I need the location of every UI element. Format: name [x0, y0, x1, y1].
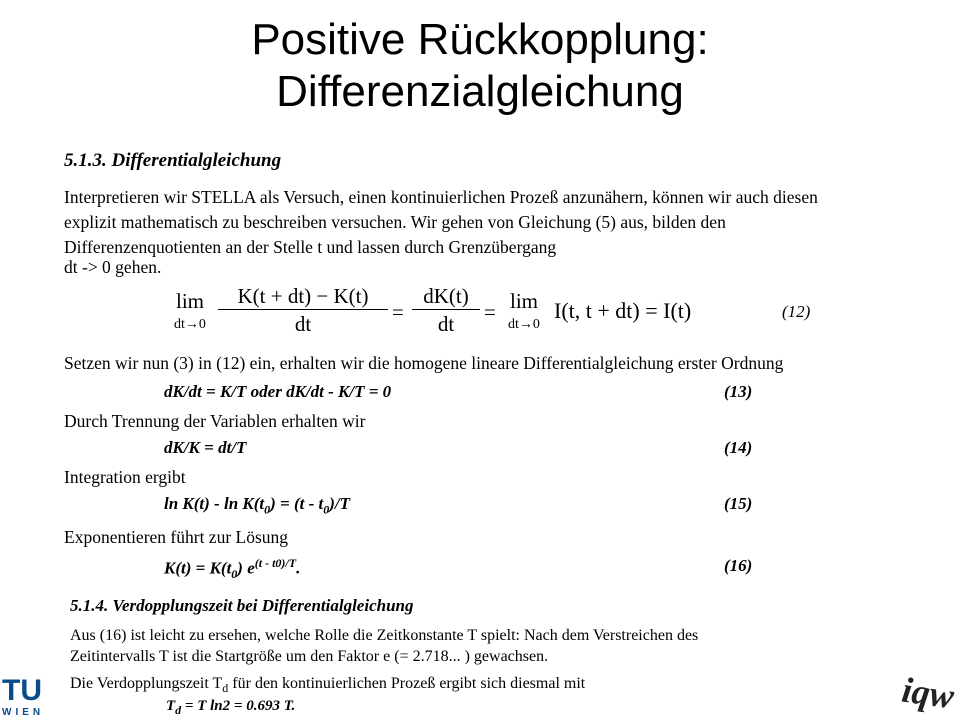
tu-logo-wien: WIEN — [2, 707, 45, 718]
paragraph-line-3: Differenzenquotienten an der Stelle t und lassen durch Grenzübergang — [64, 237, 557, 257]
section2-line-1: Aus (16) ist leicht zu ersehen, welche Rolle die Zeitkonstante T spielt: Nach dem Verstreichen des — [70, 627, 699, 644]
section-heading-5-1-3: 5.1.3. Differentialgleichung — [64, 150, 282, 171]
equation-doubling-time: $T_d = T$ ln2 = 0.693 T. — [166, 698, 296, 717]
equation-14: dK/K = dt/T — [164, 438, 247, 457]
tu-wien-logo — [2, 676, 48, 718]
slide-title — [0, 14, 960, 118]
paragraph-line-4: dt -> 0 gehen. — [64, 257, 162, 277]
title-line-1: Positive Rückkopplung: — [251, 15, 709, 64]
title-line-2: Differenzialgleichung — [276, 67, 684, 116]
equation-13: dK/dt = K/T oder dK/dt - K/T = 0 — [164, 382, 392, 401]
equation-number-12: (12) — [782, 302, 811, 321]
section2-line-2: Zeitintervalls T ist die Startgröße um den Faktor e (= 2.718... ) gewachsen. — [70, 648, 549, 665]
tu-logo-letters: TU — [2, 674, 42, 707]
equals-sign-2: = — [484, 300, 496, 324]
equation-15: $\ln K(t) - \ln K(t_0) = (t - t_0)/T$ — [164, 494, 351, 517]
paragraph-line-1: Interpretieren wir STELLA als Versuch, einen kontinuierlichen Prozeß anzunähern, können wir auch diesen — [64, 187, 818, 207]
equation-number-14: (14) — [724, 438, 753, 457]
section2-line-3: Die Verdopplungszeit $T_d$ für den kontinuierlichen Prozeß ergibt sich diesmal mit — [70, 675, 586, 696]
fraction-difference-quotient: $\frac{K(t + dt) - K(t)}{dt}$ — [218, 284, 388, 337]
equation-16: $K(t) = K(t_0)$ $e^{(t - t0)/T}$. — [164, 556, 301, 582]
equation-number-15: (15) — [724, 494, 753, 513]
fraction-derivative: $\frac{dK(t)}{dt}$ — [412, 284, 480, 337]
section-heading-5-1-4: 5.1.4. Verdopplungszeit bei Differentialgleichung — [70, 596, 414, 615]
iqw-logo: iqw — [899, 669, 957, 717]
text-before-eq14: Durch Trennung der Variablen erhalten wir — [64, 411, 366, 431]
text-after-eq12: Setzen wir nun (3) in (12) ein, erhalten wir die homogene lineare Differentialgleichung erster Ordnung — [64, 353, 784, 373]
text-before-eq16: Exponentieren führt zur Lösung — [64, 527, 289, 547]
equation-number-16: (16) — [724, 556, 753, 575]
limit-operator: lim dt→0 — [174, 289, 206, 332]
equals-sign: = — [392, 300, 404, 324]
equation-rhs: I(t, t + dt) = I(t) — [554, 298, 692, 323]
limit-operator-2: lim dt→0 — [508, 289, 540, 332]
equation-number-13: (13) — [724, 382, 753, 401]
text-before-eq15: Integration ergibt — [64, 467, 186, 487]
paragraph-line-2: explizit mathematisch zu beschreiben versuchen. Wir gehen von Gleichung (5) aus, bilden den — [64, 212, 726, 232]
equation-12 — [160, 282, 720, 342]
